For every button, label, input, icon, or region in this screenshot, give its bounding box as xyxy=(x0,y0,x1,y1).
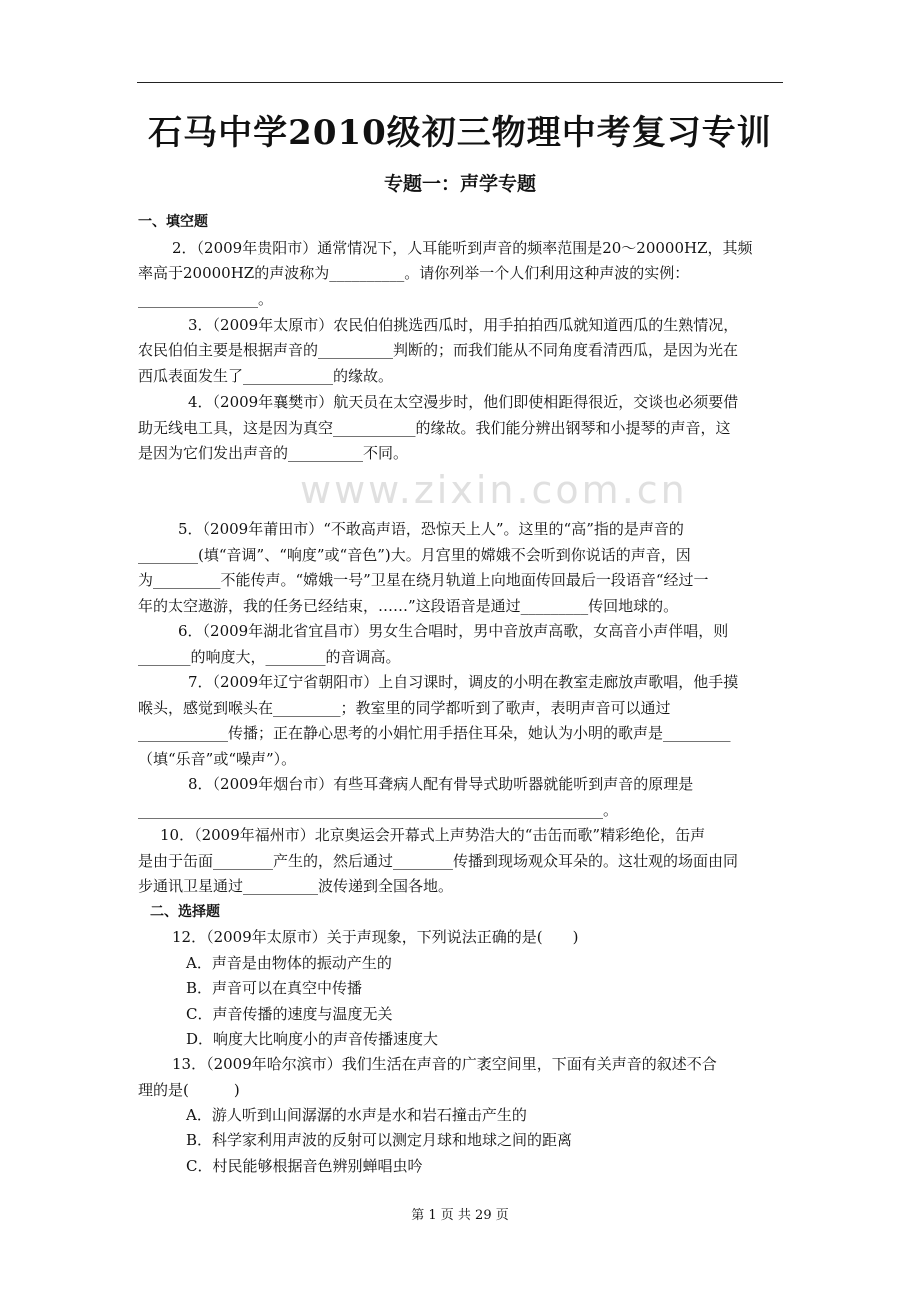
text-line: 7．（2009年辽宁省朝阳市）上自习课时，调皮的小明在教室走廊放声歌唱，他手摸 xyxy=(188,673,739,691)
text-line: D．响度大比响度小的声音传播速度大 xyxy=(186,1030,439,1048)
watermark: www.zixin.com.cn xyxy=(300,468,688,512)
text-line: 10．（2009年福州市）北京奥运会开幕式上声势浩大的“击缶而歌”精彩绝伦，缶声 xyxy=(160,826,706,844)
page-footer: 第 1 页 共 29 页 xyxy=(411,1208,509,1223)
text-line: 为_________不能传声。“嫦娥一号”卫星在绕月轨道上向地面传回最后一段语音“经过一 xyxy=(138,571,709,589)
text-line: ________________。 xyxy=(138,290,274,308)
text-line: 4．（2009年襄樊市）航天员在太空漫步时，他们即使相距得很近，交谈也必须要借 xyxy=(188,393,739,411)
text-line: 8．（2009年烟台市）有些耳聋病人配有骨导式助听器就能听到声音的原理是 xyxy=(188,775,694,793)
text-line: 是因为它们发出声音的__________不同。 xyxy=(138,444,409,462)
text-line: 步通讯卫星通过__________波传递到全国各地。 xyxy=(138,877,454,895)
text-line: 西瓜表面发生了____________的缘故。 xyxy=(138,367,394,385)
text-line: ________(填“音调”、“响度”或“音色”)大。月宫里的嫦娥不会听到你说话的声音，因 xyxy=(138,546,691,564)
text-line: 年的太空遨游，我的任务已经结束，……”这段语音是通过_________传回地球的。 xyxy=(138,597,679,615)
header-rule xyxy=(137,82,783,83)
section-heading: 二、选择题 xyxy=(150,904,220,920)
text-line: 13．（2009年哈尔滨市）我们生活在声音的广袤空间里，下面有关声音的叙述不合 xyxy=(172,1055,717,1073)
document-subtitle: 专题一：声学专题 xyxy=(383,173,536,195)
text-line: 率高于20000HZ的声波称为__________。请你列举一个人们利用这种声波的实例： xyxy=(138,264,690,282)
document-title: 石马中学2010级初三物理中考复习专训 xyxy=(148,113,772,153)
text-line: 2．（2009年贵阳市）通常情况下，人耳能听到声音的频率范围是20～20000HZ，其频 xyxy=(172,239,753,257)
text-line: 理的是( ) xyxy=(138,1081,240,1099)
text-line: 12．（2009年太原市）关于声现象，下列说法正确的是( ) xyxy=(172,928,579,946)
text-line: 农民伯伯主要是根据声音的__________判断的；而我们能从不同角度看清西瓜，是因为光在 xyxy=(138,341,739,359)
text-line: 5．（2009年莆田市）“不敢高声语，恐惊天上人”。这里的“高”指的是声音的 xyxy=(178,520,684,538)
text-line: 3．（2009年太原市）农民伯伯挑选西瓜时，用手拍拍西瓜就知道西瓜的生熟情况， xyxy=(188,316,739,334)
text-line: _______的响度大，________的音调高。 xyxy=(138,648,401,666)
text-line: 6．（2009年湖北省宜昌市）男女生合唱时，男中音放声高歌，女高音小声伴唱，则 xyxy=(178,622,729,640)
text-line: A．声音是由物体的振动产生的 xyxy=(186,954,392,972)
text-line: （填“乐音”或“噪声”）。 xyxy=(138,750,297,768)
text-line: 喉头，感觉到喉头在_________；教室里的同学都听到了歌声，表明声音可以通过 xyxy=(138,699,671,717)
text-line: ____________传播；正在静心思考的小娟忙用手捂住耳朵，她认为小明的歌声是_________ xyxy=(138,724,731,742)
text-line: C．村民能够根据音色辨别蝉唱虫吟 xyxy=(186,1157,423,1175)
text-line: A．游人听到山间潺潺的水声是水和岩石撞击产生的 xyxy=(186,1106,527,1124)
text-line: 是由于缶面________产生的，然后通过________传播到现场观众耳朵的。这壮观的场面由同 xyxy=(138,852,739,870)
text-line: C．声音传播的速度与温度无关 xyxy=(186,1005,393,1023)
text-line: 助无线电工具，这是因为真空___________的缘故。我们能分辨出钢琴和小提琴的声音，这 xyxy=(138,419,731,437)
text-line: B．科学家利用声波的反射可以测定月球和地球之间的距离 xyxy=(186,1131,573,1149)
section-heading: 一、填空题 xyxy=(138,214,208,230)
text-line: ______________________________________________________________。 xyxy=(138,801,619,819)
text-line: B．声音可以在真空中传播 xyxy=(186,979,363,997)
